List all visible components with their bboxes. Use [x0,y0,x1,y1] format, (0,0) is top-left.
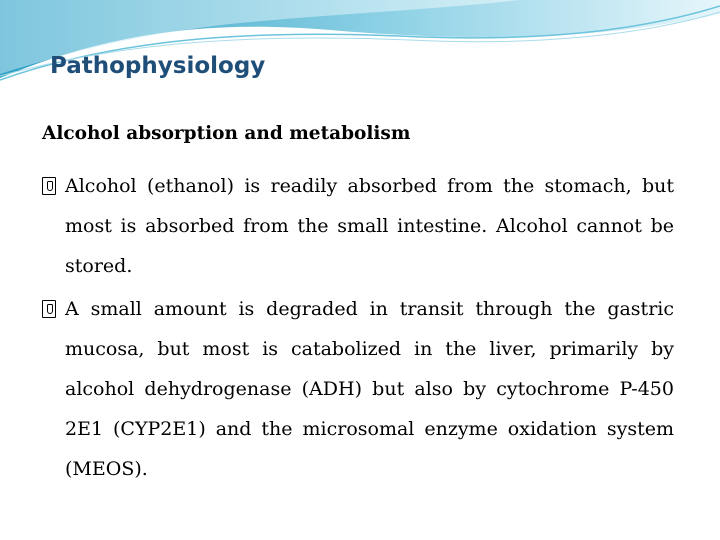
slide-title: Pathophysiology [50,53,266,79]
bullet-item [42,166,674,286]
bullet-list [42,166,674,492]
missing-glyph-icon [42,177,56,195]
bullet-text: Alcohol (ethanol) is readily absorbed from the stomach, but most is absorbed from the small intestine. Alcohol cannot be stored. [65,175,674,277]
section-subtitle: Alcohol absorption and metabolism [42,123,411,144]
missing-glyph-icon [42,300,56,318]
bullet-text: A small amount is degraded in transit through the gastric mucosa, but most is catabolized in the liver, primarily by alcohol dehydrogenase (ADH) but also by cytochrome P-450 2E1 (CYP2E1) and the microsomal enzyme oxidation system (MEOS). [65,298,674,480]
bullet-item [42,289,674,489]
